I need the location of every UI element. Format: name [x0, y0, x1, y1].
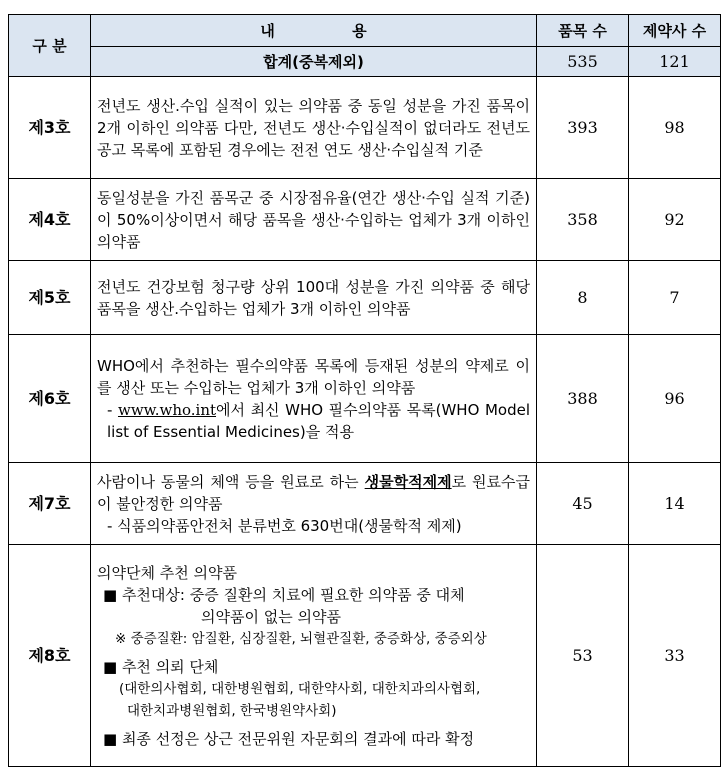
row-items: 388: [537, 335, 629, 463]
bullet-target-2: 의약품이 없는 의약품: [201, 607, 341, 626]
row-label: 제8호: [9, 545, 91, 767]
row-content-main: [97, 471, 530, 515]
row-content-main: WHO에서 추천하는 필수의약품 목록에 등재된 성분의 약제로 이를 생산 또는 수입하는 업체가 3개 이하인 의약품: [97, 356, 530, 397]
row-label: 제6호: [9, 335, 91, 463]
who-link[interactable]: www.who.int: [117, 400, 217, 419]
row-items: 393: [537, 77, 629, 179]
row-items: 8: [537, 261, 629, 335]
row-label: 제3호: [9, 77, 91, 179]
sub-text: 에서 최신 WHO 필수의약품 목록(WHO Model list of Essential Medicines)을 적용: [107, 400, 530, 441]
row-label: 제5호: [9, 261, 91, 335]
row-label: 제7호: [9, 463, 91, 545]
row-label: 제4호: [9, 179, 91, 261]
total-items: 535: [537, 47, 629, 77]
header-content: 내 용: [91, 15, 537, 47]
row-items: 53: [537, 545, 629, 767]
table-row: [9, 545, 721, 767]
row-content-sub: [97, 399, 530, 443]
row-companies: 7: [629, 261, 721, 335]
row-items: 45: [537, 463, 629, 545]
row-content: 전년도 생산.수입 실적이 있는 의약품 중 동일 성분을 가진 품목이 2개 이하인 의약품 다만, 전년도 생산·수입실적이 없더라도 전년도 공고 목록에 포함된 경우에는 전전 연도 생산·수입실적 기준: [91, 77, 537, 179]
row-companies: 14: [629, 463, 721, 545]
text-after: 로 원료수급이 불안정한 의약품: [97, 472, 531, 513]
severe-disease-note: ※ 중증질환: 암질환, 심장질환, 뇌혈관질환, 중증화상, 중증외상: [115, 630, 487, 647]
row-companies: 92: [629, 179, 721, 261]
total-companies: 121: [629, 47, 721, 77]
row-companies: 33: [629, 545, 721, 767]
table-row: [9, 335, 721, 463]
text-before: 사람이나 동물의 체액 등을 원료로 하는: [97, 472, 365, 491]
orgs-line-2: 대한치과병원협회, 한국병원약사회): [127, 702, 337, 719]
bullet-orgs: ■ 추천 의뢰 단체: [103, 657, 219, 676]
row-items: 358: [537, 179, 629, 261]
row-content: 전년도 건강보험 청구량 상위 100대 성분을 가진 의약품 중 해당 품목을 생산.수입하는 업체가 3개 이하인 의약품: [91, 261, 537, 335]
table-row: [9, 77, 721, 179]
orgs-line-1: (대한의사협회, 대한병원협회, 대한약사회, 대한치과의사협회,: [119, 680, 481, 697]
row-content: 동일성분을 가진 품목군 중 시장점유율(연간 생산·수입 실적 기준)이 50%이상이면서 해당 품목을 생산·수입하는 업체가 3개 이하인 의약품: [91, 179, 537, 261]
row-content: [91, 545, 537, 767]
header-category: 구 분: [9, 15, 91, 77]
header-items: 품목 수: [537, 15, 629, 47]
sub-prefix: -: [107, 400, 118, 419]
row-title: 의약단체 추천 의약품: [97, 563, 237, 582]
row-content: [91, 463, 537, 545]
row-content: [91, 335, 537, 463]
drug-list-table: [8, 14, 721, 767]
total-label: 합계(중복제외): [91, 47, 537, 77]
text-emphasis: 생물학적제제: [364, 472, 452, 491]
row-companies: 96: [629, 335, 721, 463]
header-companies: 제약사 수: [629, 15, 721, 47]
bullet-final: ■ 최종 선정은 상근 전문위원 자문회의 결과에 따라 확정: [103, 729, 475, 748]
row-companies: 98: [629, 77, 721, 179]
table-row: [9, 261, 721, 335]
row-content-sub: - 식품의약품안전처 분류번호 630번대(생물학적 제제): [107, 516, 462, 535]
table-row: [9, 463, 721, 545]
table-row: [9, 179, 721, 261]
bullet-target-1: ■ 추천대상: 중증 질환의 치료에 필요한 의약품 중 대체: [103, 585, 465, 604]
